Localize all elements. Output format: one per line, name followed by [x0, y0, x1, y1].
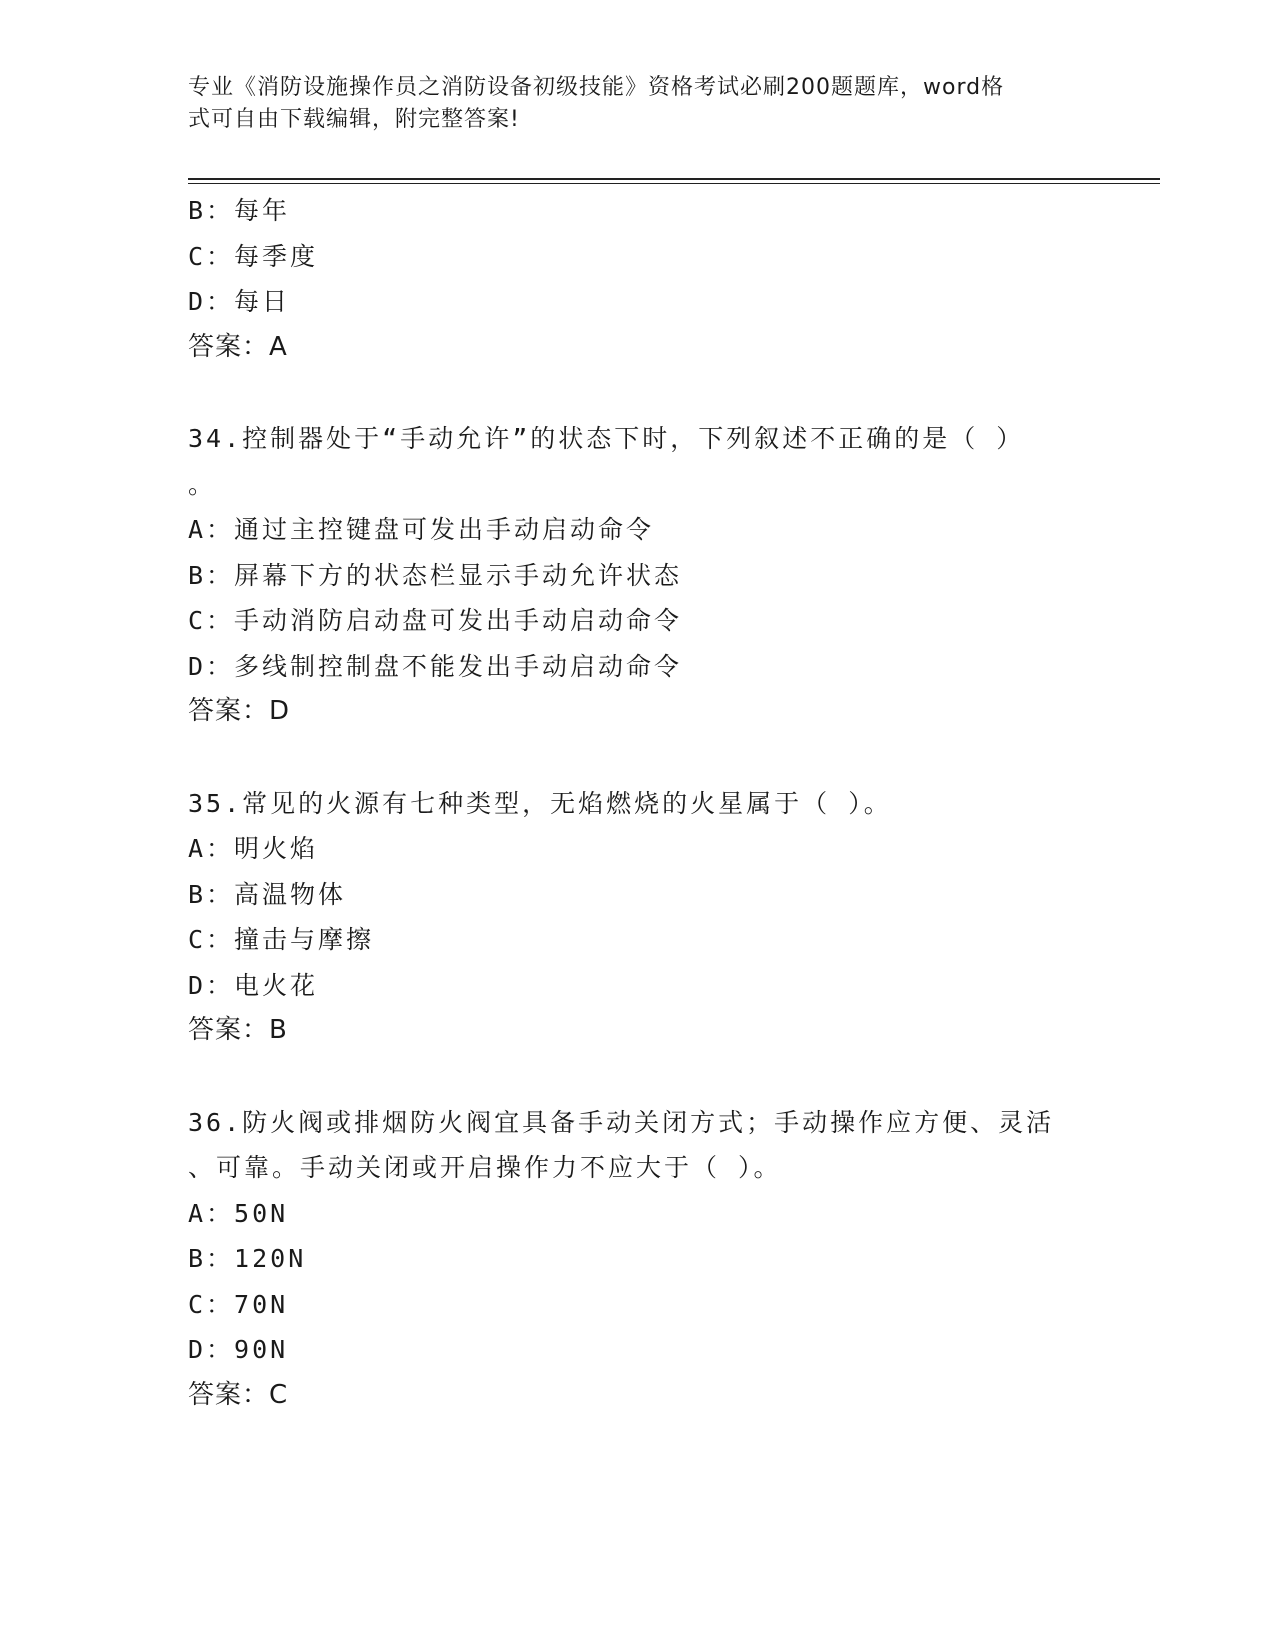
question-stem-continued: 、可靠。手动关闭或开启操作力不应大于（ ）。: [188, 1153, 782, 1182]
option-b: B：高温物体: [188, 879, 347, 909]
question-34: [188, 416, 1088, 735]
option-c: C：手动消防启动盘可发出手动启动命令: [188, 606, 683, 635]
option-b: B：120N: [188, 1244, 307, 1273]
question-35: [188, 781, 1088, 1054]
question-36: [188, 1100, 1088, 1419]
answer: 答案：D: [188, 696, 291, 726]
answer: 答案：A: [188, 331, 288, 362]
spacer: [188, 1054, 1088, 1100]
option-a: A：明火焰: [188, 834, 319, 863]
answer: 答案：C: [188, 1379, 289, 1410]
option-d: D：每日: [188, 287, 291, 316]
question-stem: 34.控制器处于“手动允许”的状态下时，下列叙述不正确的是（ ）: [188, 424, 1025, 453]
question-stem: 35.常见的火源有七种类型，无焰燃烧的火星属于（ ）。: [188, 788, 892, 818]
option-d: D：多线制控制盘不能发出手动启动命令: [188, 651, 683, 681]
header-line-1: 专业《消防设施操作员之消防设备初级技能》资格考试必刷200题题库，word格: [188, 75, 1005, 100]
header-divider-thick: [188, 178, 1160, 180]
option-d: D：90N: [188, 1335, 289, 1364]
option-b: B：屏幕下方的状态栏显示手动允许状态: [188, 560, 683, 590]
option-a: A：50N: [188, 1198, 289, 1228]
option-c: C：每季度: [188, 241, 319, 271]
option-a: A：通过主控键盘可发出手动启动命令: [188, 515, 655, 544]
question-33: [188, 188, 1088, 370]
option-c: C：撞击与摩擦: [188, 925, 375, 954]
document-header: [188, 72, 1088, 136]
question-list: [188, 188, 1088, 1418]
spacer: [188, 735, 1088, 781]
header-line-2: 式可自由下载编辑，附完整答案!: [188, 107, 520, 132]
question-stem: 36.防火阀或排烟防火阀宜具备手动关闭方式；手动操作应方便、灵活: [188, 1107, 1055, 1137]
spacer: [188, 370, 1088, 416]
question-stem-continued: 。: [188, 469, 217, 499]
header-divider-thin: [188, 183, 1160, 184]
option-d: D：电火花: [188, 970, 319, 1000]
option-c: C：70N: [188, 1289, 289, 1319]
option-b: B：每年: [188, 196, 291, 225]
answer: 答案：B: [188, 1015, 288, 1045]
